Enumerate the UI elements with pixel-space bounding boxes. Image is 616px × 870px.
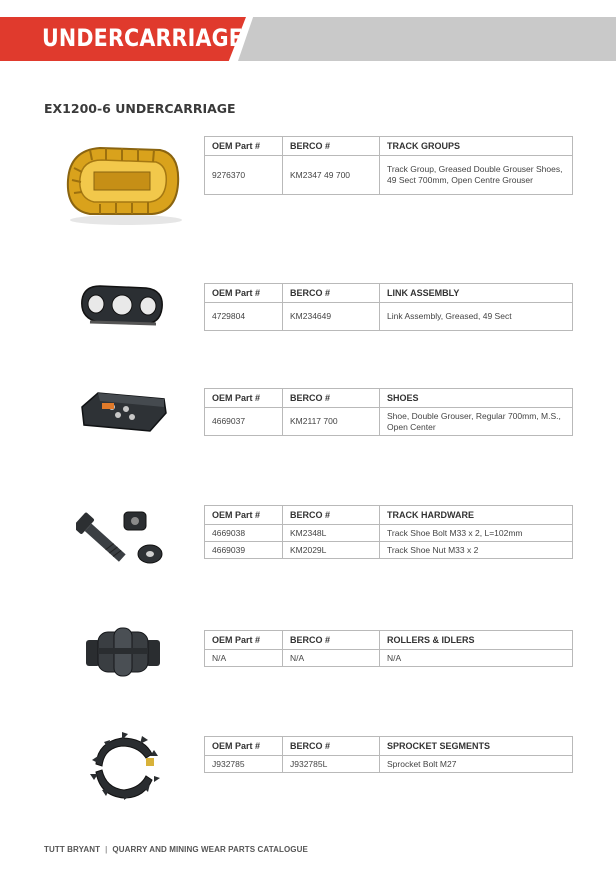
section-title: EX1200-6 UNDERCARRIAGE bbox=[44, 101, 236, 116]
berco-cell: KM2117 700 bbox=[283, 408, 380, 436]
header-category: ROLLERS & IDLERS bbox=[380, 631, 573, 650]
sprocket-segment-image bbox=[82, 730, 162, 800]
footer-company: TUTT BRYANT bbox=[44, 845, 101, 854]
header-berco: BERCO # bbox=[283, 137, 380, 156]
description-cell: Sprocket Bolt M27 bbox=[380, 756, 573, 773]
table-header-row bbox=[205, 137, 573, 156]
table-header-row bbox=[205, 389, 573, 408]
header-oem-part: OEM Part # bbox=[205, 506, 283, 525]
header-berco: BERCO # bbox=[283, 284, 380, 303]
banner-title: UNDERCARRIAGE bbox=[42, 24, 243, 52]
header-category: TRACK HARDWARE bbox=[380, 506, 573, 525]
oem-part-cell: 4669038 bbox=[205, 525, 283, 542]
table-row bbox=[205, 650, 573, 667]
oem-part-cell: 4729804 bbox=[205, 303, 283, 331]
description-cell: Track Shoe Nut M33 x 2 bbox=[380, 542, 573, 559]
description-cell: Track Shoe Bolt M33 x 2, L=102mm bbox=[380, 525, 573, 542]
description-cell: Shoe, Double Grouser, Regular 700mm, M.S., Open Center bbox=[380, 408, 573, 436]
header-category: LINK ASSEMBLY bbox=[380, 284, 573, 303]
table-row bbox=[205, 525, 573, 542]
header-category: SHOES bbox=[380, 389, 573, 408]
oem-part-cell: 4669037 bbox=[205, 408, 283, 436]
description-cell: N/A bbox=[380, 650, 573, 667]
link-assembly-image bbox=[76, 278, 168, 336]
oem-part-cell: 4669039 bbox=[205, 542, 283, 559]
header-oem-part: OEM Part # bbox=[205, 137, 283, 156]
sprocket-segments-table bbox=[204, 736, 573, 773]
header-oem-part: OEM Part # bbox=[205, 389, 283, 408]
header-oem-part: OEM Part # bbox=[205, 284, 283, 303]
track-group-image bbox=[60, 138, 186, 228]
table-header-row bbox=[205, 284, 573, 303]
table-header-row bbox=[205, 631, 573, 650]
header-oem-part: OEM Part # bbox=[205, 631, 283, 650]
roller-image bbox=[80, 620, 166, 680]
header-berco: BERCO # bbox=[283, 389, 380, 408]
track-hardware-table bbox=[204, 505, 573, 559]
berco-cell: N/A bbox=[283, 650, 380, 667]
header-oem-part: OEM Part # bbox=[205, 737, 283, 756]
footer-separator: | bbox=[105, 845, 108, 854]
rollers-idlers-table bbox=[204, 630, 573, 667]
table-row bbox=[205, 542, 573, 559]
berco-cell: KM234649 bbox=[283, 303, 380, 331]
banner-grey-band bbox=[238, 17, 616, 61]
description-cell: Track Group, Greased Double Grouser Shoes, 49 Sect 700mm, Open Centre Grouser bbox=[380, 156, 573, 195]
berco-cell: KM2029L bbox=[283, 542, 380, 559]
table-header-row bbox=[205, 506, 573, 525]
table-row bbox=[205, 303, 573, 331]
header-berco: BERCO # bbox=[283, 737, 380, 756]
footer bbox=[44, 845, 308, 854]
header-berco: BERCO # bbox=[283, 631, 380, 650]
oem-part-cell: N/A bbox=[205, 650, 283, 667]
header-category: TRACK GROUPS bbox=[380, 137, 573, 156]
track-groups-table bbox=[204, 136, 573, 195]
berco-cell: KM2347 49 700 bbox=[283, 156, 380, 195]
shoes-table bbox=[204, 388, 573, 436]
footer-catalogue: QUARRY AND MINING WEAR PARTS CATALOGUE bbox=[112, 845, 308, 854]
header-berco: BERCO # bbox=[283, 506, 380, 525]
berco-cell: KM2348L bbox=[283, 525, 380, 542]
oem-part-cell: 9276370 bbox=[205, 156, 283, 195]
table-row bbox=[205, 156, 573, 195]
description-cell: Link Assembly, Greased, 49 Sect bbox=[380, 303, 573, 331]
berco-cell: J932785L bbox=[283, 756, 380, 773]
header-category: SPROCKET SEGMENTS bbox=[380, 737, 573, 756]
table-row bbox=[205, 408, 573, 436]
track-hardware-image bbox=[76, 506, 166, 568]
oem-part-cell: J932785 bbox=[205, 756, 283, 773]
shoe-image bbox=[78, 385, 172, 437]
table-row bbox=[205, 756, 573, 773]
table-header-row bbox=[205, 737, 573, 756]
link-assembly-table bbox=[204, 283, 573, 331]
